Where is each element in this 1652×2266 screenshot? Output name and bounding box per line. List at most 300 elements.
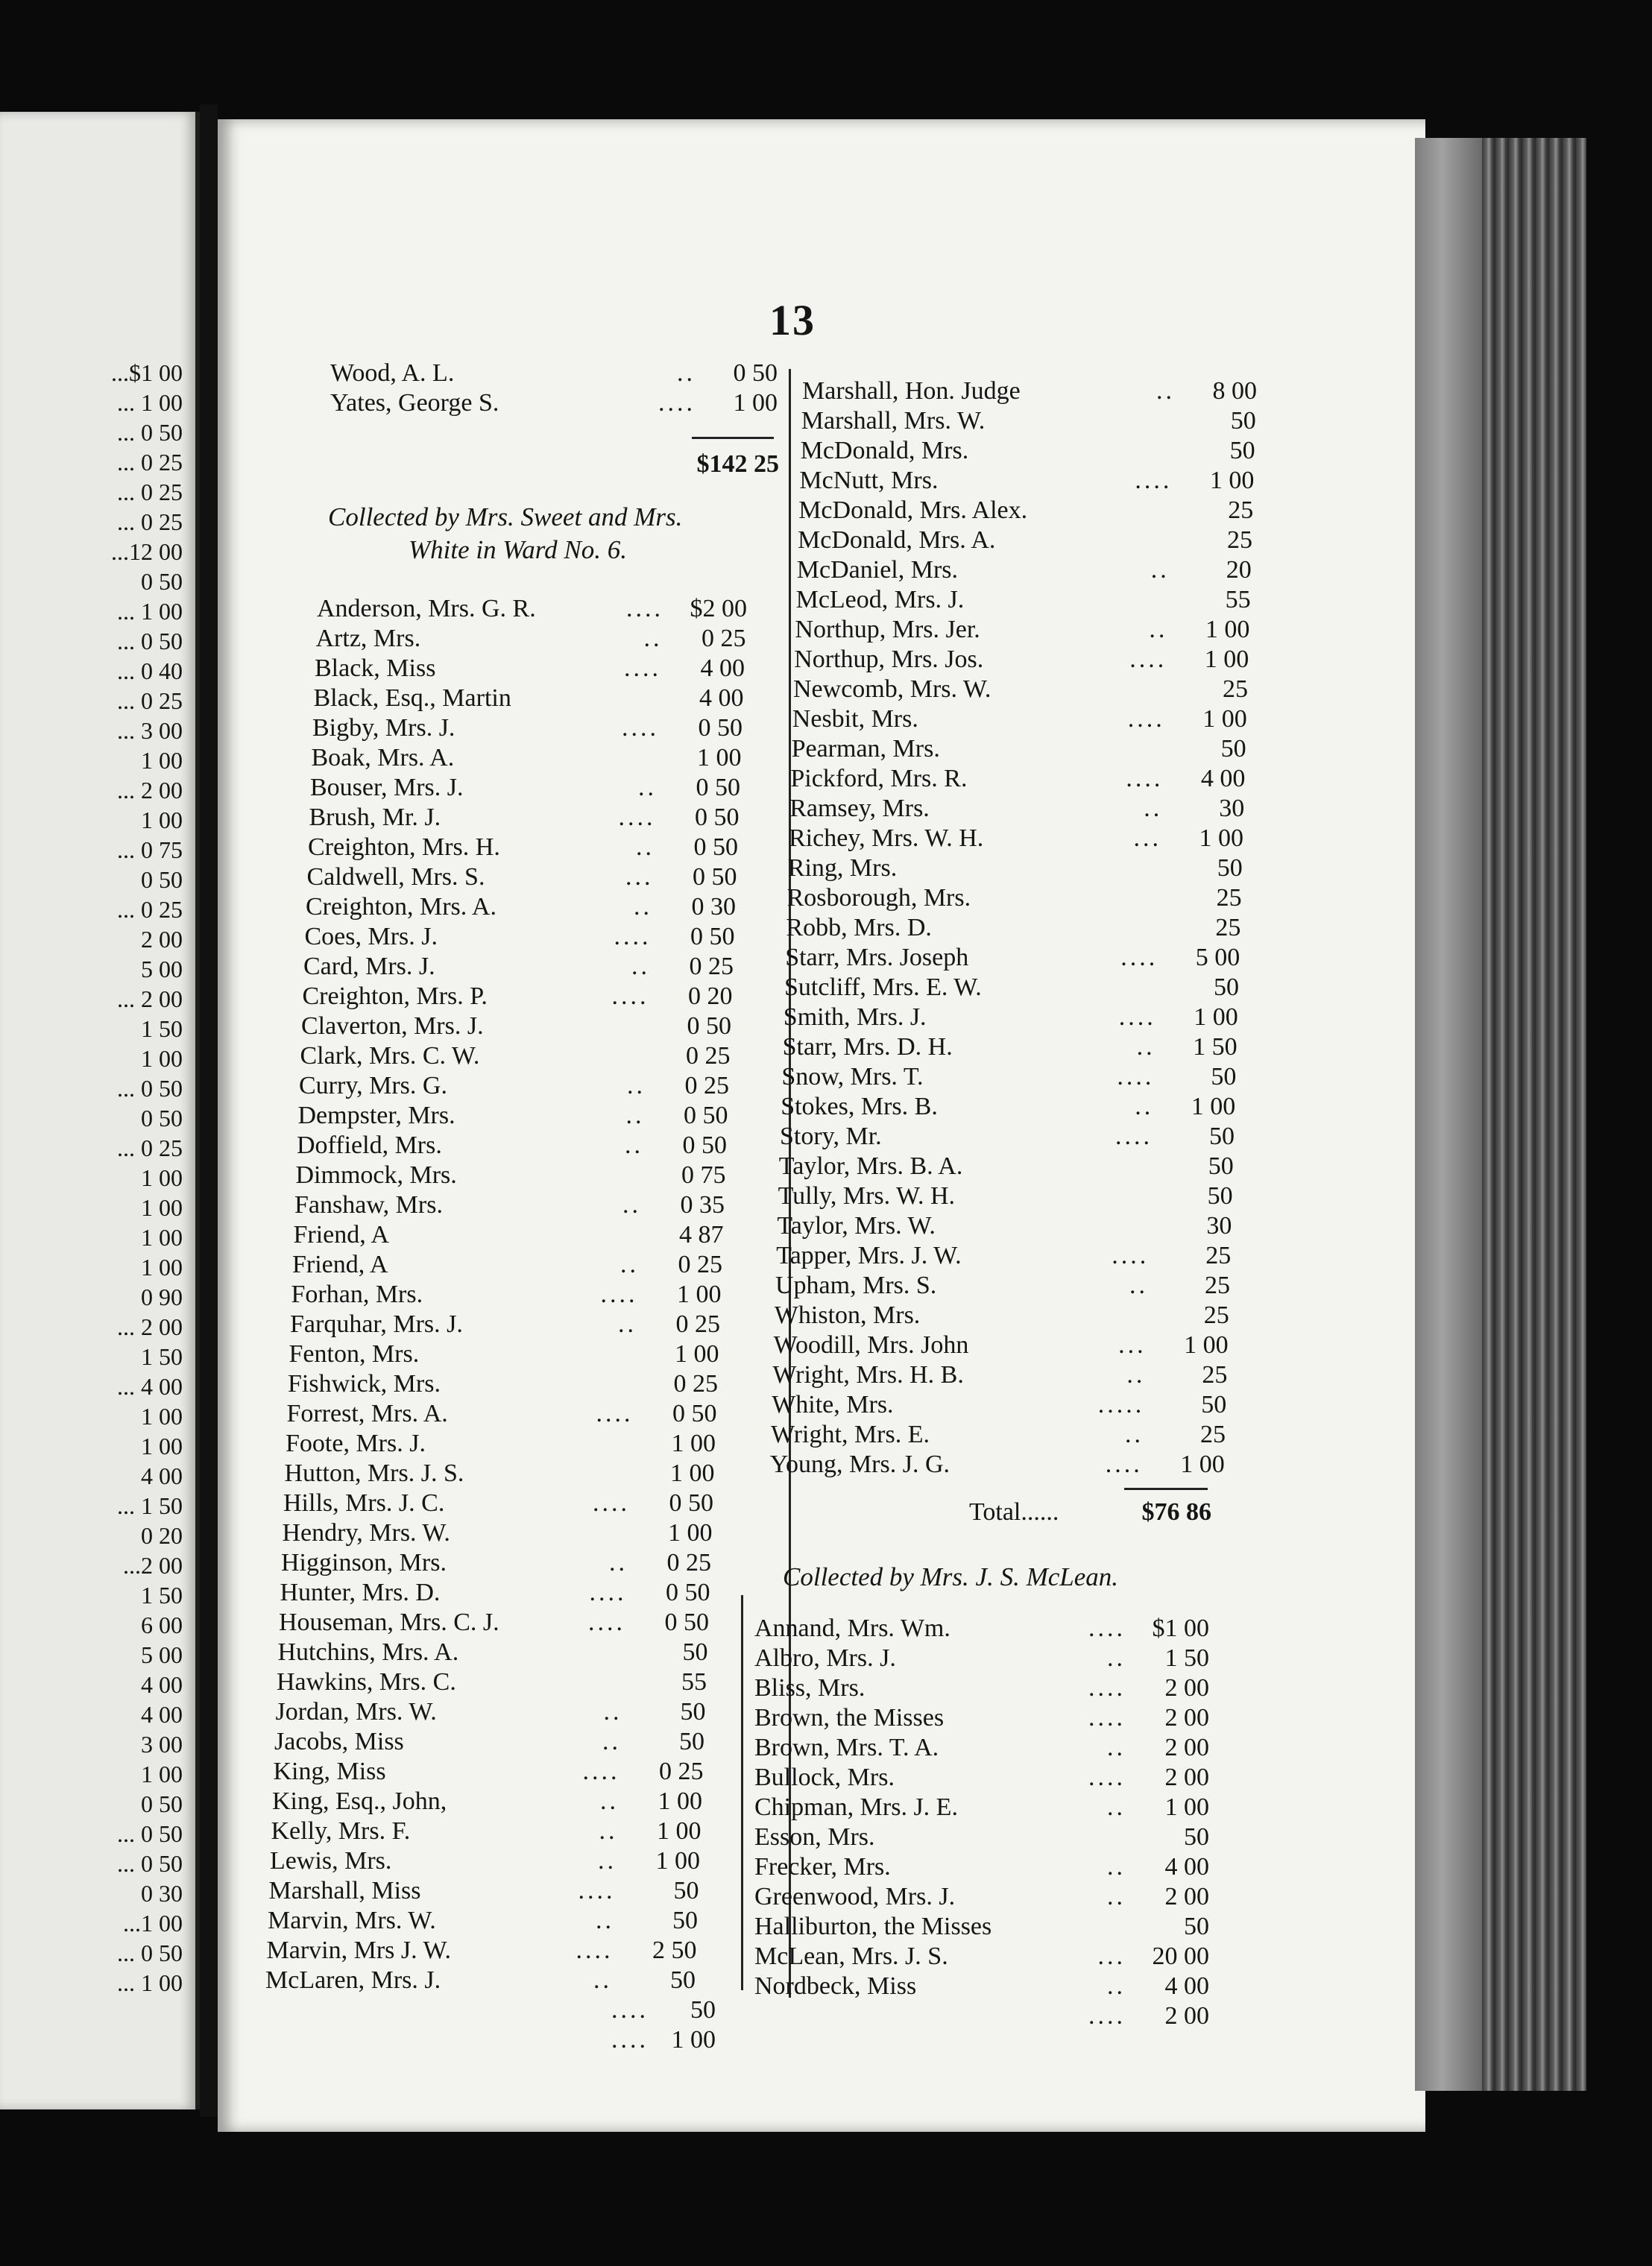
- ward6-entry: [315, 653, 745, 684]
- entry-name: Hutton, Mrs. J. S.: [284, 1459, 464, 1487]
- entry-amount: 20 00: [1152, 1942, 1209, 1970]
- entry-name: Foote, Mrs. J.: [286, 1430, 426, 1457]
- ward6-entry: [292, 1249, 722, 1281]
- ward6-entry: [788, 853, 1243, 884]
- ward6-entry: [522, 2024, 716, 2056]
- entry-name: Robb, Mrs. D.: [786, 914, 932, 941]
- entry-name: Snow, Mrs. T.: [781, 1063, 924, 1091]
- ward6-entry: [276, 1697, 706, 1728]
- entry-name: McLeod, Mrs. J.: [795, 586, 965, 613]
- entry-name: Bullock, Mrs.: [754, 1764, 895, 1791]
- left-page-amount: 5 00: [141, 956, 183, 982]
- leader-dots: ..: [620, 1251, 639, 1278]
- entry-amount: 1 00: [671, 2026, 716, 2054]
- entry-amount: 1 00: [677, 1281, 722, 1308]
- entry-amount: 0 50: [690, 923, 735, 950]
- entry-amount: 4 00: [699, 684, 744, 712]
- ward6-entry: [314, 683, 744, 714]
- entry-amount: 4 87: [679, 1221, 724, 1249]
- entry-name: Hawkins, Mrs. C.: [277, 1668, 456, 1696]
- subtotal-rule: [692, 437, 774, 439]
- leader-dots: ..: [638, 774, 657, 801]
- leader-dots: ....: [1118, 1003, 1156, 1031]
- leader-dots: ....: [1112, 1242, 1150, 1269]
- entry-name: Dimmock, Mrs.: [295, 1161, 457, 1189]
- left-page-amount: 1 00: [141, 1403, 183, 1430]
- entry-amount: 1 00: [655, 1847, 700, 1875]
- entry-name: Higginson, Mrs.: [281, 1549, 447, 1577]
- mclean-entry: [754, 1941, 1209, 1972]
- left-page-amount: ... 2 00: [117, 1313, 183, 1340]
- entry-name: Wright, Mrs. H. B.: [772, 1361, 964, 1389]
- leader-dots: ..: [598, 1847, 617, 1875]
- entry-name: Greenwood, Mrs. J.: [754, 1883, 956, 1910]
- entry-name: Nordbeck, Miss: [754, 1972, 917, 2000]
- left-page-amount: ... 4 00: [117, 1373, 183, 1400]
- entry-name: Fenton, Mrs.: [289, 1340, 420, 1368]
- ward6-entry: [268, 1905, 698, 1937]
- entry-name: McNutt, Mrs.: [799, 467, 939, 494]
- leader-dots: ..: [602, 1728, 621, 1755]
- ward6-entry: [330, 358, 778, 389]
- ward6-entry: [776, 1240, 1231, 1272]
- entry-amount: 0 20: [688, 982, 733, 1010]
- entry-name: Caldwell, Mrs. S.: [306, 863, 485, 891]
- leader-dots: ....: [600, 1281, 638, 1308]
- entry-amount: 25: [1223, 675, 1248, 703]
- entry-amount: 1 00: [733, 389, 778, 417]
- entry-amount: 25: [1200, 1421, 1226, 1448]
- ward6-entry: [770, 1449, 1225, 1480]
- ward6-entry: [775, 1300, 1229, 1331]
- leader-dots: .....: [1097, 1391, 1145, 1418]
- entry-amount: 0 25: [702, 625, 746, 652]
- leader-dots: ..: [1107, 1883, 1126, 1910]
- leader-dots: ....: [624, 654, 661, 682]
- entry-name: Yates, George S.: [330, 389, 499, 417]
- left-page-amount: ... 0 25: [117, 508, 183, 535]
- mclean-entry: [754, 1971, 1209, 2002]
- left-page-amount: ... 0 25: [117, 449, 183, 476]
- leader-dots: ..: [603, 1698, 622, 1726]
- entry-amount: 2 00: [1164, 2002, 1209, 2030]
- entry-name: Northup, Mrs. Jos.: [794, 646, 984, 673]
- entry-name: Stokes, Mrs. B.: [781, 1093, 938, 1120]
- leader-dots: ..: [622, 1191, 641, 1219]
- entry-amount: 50: [1230, 407, 1256, 435]
- mclean-heading: Collected by Mrs. J. S. McLean.: [783, 1562, 1119, 1591]
- entry-name: Doffield, Mrs.: [297, 1132, 442, 1159]
- entry-amount: 1 00: [1209, 467, 1255, 494]
- entry-amount: 30: [1219, 795, 1245, 822]
- ward6-entry: [281, 1547, 711, 1579]
- entry-name: Story, Mr.: [780, 1123, 882, 1150]
- page-number: 13: [769, 296, 816, 344]
- leader-dots: ..: [618, 1310, 637, 1338]
- ward6-entry: [303, 981, 733, 1012]
- ward6-entry: [789, 793, 1244, 824]
- ward6-entry: [270, 1846, 700, 1877]
- mclean-entry: [754, 1792, 1209, 1823]
- entry-name: Black, Esq., Martin: [313, 684, 511, 712]
- left-page-amount: 0 20: [141, 1522, 183, 1549]
- entry-amount: 25: [1227, 526, 1252, 554]
- entry-amount: 4 00: [700, 654, 745, 682]
- entry-name: McLean, Mrs. J. S.: [754, 1942, 948, 1970]
- ward6-entry: [289, 1339, 719, 1370]
- ward6-entry: [798, 525, 1252, 556]
- left-page-amount: 0 90: [141, 1284, 183, 1310]
- entry-amount: 0 50: [664, 1609, 709, 1636]
- ward6-entry: [267, 1935, 697, 1966]
- ward6-entry: [291, 1279, 722, 1310]
- entry-amount: 0 50: [672, 1400, 717, 1427]
- entry-name: Ring, Mrs.: [787, 854, 898, 882]
- entry-name: Anderson, Mrs. G. R.: [317, 595, 536, 622]
- entry-amount: 0 50: [733, 359, 778, 387]
- entry-amount: 50: [1208, 1152, 1234, 1180]
- entry-amount: 0 25: [666, 1549, 711, 1577]
- ward6-entry: [310, 772, 740, 804]
- entry-amount: 1 00: [668, 1519, 713, 1547]
- leader-dots: ...: [1097, 1942, 1126, 1970]
- entry-name: Marshall, Mrs. W.: [801, 407, 986, 435]
- left-page-amount: ... 1 00: [117, 1969, 183, 1996]
- entry-name: Bouser, Mrs. J.: [310, 774, 464, 801]
- entry-name: Dempster, Mrs.: [297, 1102, 455, 1129]
- leader-dots: ....: [622, 714, 659, 742]
- entry-name: Farquhar, Mrs. J.: [290, 1310, 463, 1338]
- ward6-entry: [790, 763, 1245, 795]
- leader-dots: ....: [588, 1609, 625, 1636]
- ward6-entry: [283, 1518, 713, 1549]
- ward6-entry: [306, 891, 736, 923]
- entry-name: Friend, A: [293, 1221, 389, 1249]
- entry-amount: 1 00: [1202, 705, 1247, 733]
- mclean-entry: [754, 1762, 1209, 1793]
- leader-dots: ..: [593, 1966, 612, 1994]
- entry-amount: 1 00: [1204, 646, 1249, 673]
- entry-amount: 50: [680, 1698, 706, 1726]
- entry-name: Annand, Mrs. Wm.: [754, 1615, 950, 1642]
- entry-name: Whiston, Mrs.: [774, 1301, 921, 1329]
- entry-amount: 8 00: [1212, 377, 1257, 405]
- entry-name: Albro, Mrs. J.: [754, 1644, 896, 1672]
- ward6-entry: [269, 1875, 699, 1907]
- entry-name: Ramsey, Mrs.: [789, 795, 930, 822]
- ward6-subtotal: $142 25: [696, 450, 779, 478]
- book-gutter: [200, 104, 218, 2117]
- leader-dots: ....: [658, 389, 696, 417]
- entry-amount: 50: [673, 1877, 699, 1904]
- ward6-entry: [787, 883, 1242, 914]
- left-page-amount: 1 00: [141, 1224, 183, 1251]
- leader-dots: ..: [1150, 556, 1170, 584]
- entry-amount: 55: [681, 1668, 707, 1696]
- entry-amount: 2 50: [652, 1937, 697, 1964]
- entry-amount: 1 00: [1205, 616, 1250, 643]
- mclean-entry: [754, 1852, 1209, 1883]
- entry-amount: 25: [1203, 1301, 1229, 1329]
- entry-amount: 0 50: [666, 1579, 710, 1606]
- entry-name: Friend, A: [292, 1251, 388, 1278]
- leader-dots: ....: [611, 2026, 649, 2054]
- entry-name: Taylor, Mrs. B. A.: [778, 1152, 963, 1180]
- left-page-amount: 1 00: [141, 1194, 183, 1221]
- entry-name: Artz, Mrs.: [315, 625, 421, 652]
- ward6-entry: [802, 376, 1257, 407]
- entry-amount: 50: [1184, 1913, 1209, 1940]
- ward6-entry: [317, 593, 747, 625]
- entry-amount: 2 00: [1164, 1704, 1209, 1732]
- left-page-amount: 3 00: [141, 1731, 183, 1758]
- ward6-entry: [303, 951, 734, 982]
- leader-dots: ..: [627, 1072, 646, 1099]
- leader-dots: ..: [1144, 795, 1163, 822]
- leader-dots: ..: [631, 953, 650, 980]
- leader-dots: ..: [609, 1549, 628, 1577]
- entry-amount: 1 00: [1180, 1451, 1225, 1478]
- left-page: [0, 112, 200, 2109]
- leader-dots: ....: [582, 1758, 620, 1785]
- leader-dots: ..: [1135, 1093, 1154, 1120]
- entry-name: Marshall, Hon. Judge: [802, 377, 1021, 405]
- left-page-amount: ... 0 50: [117, 1940, 183, 1966]
- entry-name: Forhan, Mrs.: [291, 1281, 423, 1308]
- entry-amount: 20: [1226, 556, 1252, 584]
- leader-dots: ..: [1107, 1793, 1126, 1821]
- entry-amount: 4 00: [1200, 765, 1246, 792]
- entry-name: Clark, Mrs. C. W.: [300, 1042, 480, 1070]
- leader-dots: ....: [614, 923, 652, 950]
- entry-name: Hendry, Mrs. W.: [282, 1519, 450, 1547]
- entry-amount: 1 00: [1194, 1003, 1238, 1031]
- entry-amount: 0 50: [682, 1132, 727, 1159]
- leader-dots: ..: [599, 1817, 618, 1845]
- page-edges-highlight: [1415, 138, 1482, 2091]
- ward6-entry: [316, 623, 746, 654]
- entry-amount: 0 50: [669, 1489, 713, 1517]
- mclean-entry: [754, 1732, 1209, 1764]
- leader-dots: ..: [1129, 1272, 1148, 1299]
- left-page-amount: ... 0 50: [117, 628, 183, 654]
- entry-amount: 1 00: [697, 744, 742, 771]
- ward6-entry: [801, 435, 1255, 467]
- left-page-amount: ... 0 40: [117, 657, 183, 684]
- leader-dots: ...: [1118, 1331, 1147, 1359]
- left-page-amount: 1 00: [141, 1045, 183, 1072]
- entry-name: Kelly, Mrs. F.: [271, 1817, 411, 1845]
- entry-amount: 50: [682, 1638, 708, 1666]
- leader-dots: ....: [589, 1579, 627, 1606]
- ward6-entry: [274, 1756, 704, 1787]
- leader-dots: ....: [1088, 1615, 1126, 1642]
- ward6-heading-line2: White in Ward No. 6.: [409, 535, 627, 564]
- ward6-entry: [298, 1100, 728, 1132]
- left-page-amount: ... 3 00: [117, 717, 183, 744]
- entry-name: Sutcliff, Mrs. E. W.: [784, 973, 982, 1001]
- ward6-entry: [287, 1398, 717, 1430]
- entry-amount: 50: [1211, 1063, 1237, 1091]
- entry-name: Smith, Mrs. J.: [783, 1003, 927, 1031]
- ward6-entry: [288, 1369, 718, 1400]
- entry-amount: 50: [1207, 1182, 1233, 1210]
- entry-amount: 25: [1215, 914, 1241, 941]
- leader-dots: ....: [1105, 1451, 1143, 1478]
- entry-name: Forrest, Mrs. A.: [286, 1400, 448, 1427]
- entry-amount: 0 25: [684, 1072, 729, 1099]
- entry-name: Jordan, Mrs. W.: [275, 1698, 437, 1726]
- ward6-entry: [279, 1607, 709, 1638]
- left-page-amount: ... 0 25: [117, 1134, 183, 1161]
- entry-name: McDaniel, Mrs.: [796, 556, 959, 584]
- ward6-entry: [797, 555, 1252, 586]
- leader-dots: ...: [625, 863, 654, 891]
- entry-name: McLaren, Mrs. J.: [265, 1966, 441, 1994]
- ward6-entry: [265, 1965, 696, 1996]
- ward6-entry: [786, 912, 1240, 944]
- entry-name: Young, Mrs. J. G.: [769, 1451, 950, 1478]
- ward6-entry: [305, 921, 735, 953]
- leader-dots: ..: [1156, 377, 1175, 405]
- leader-dots: ....: [1088, 1764, 1126, 1791]
- left-page-amount: 1 00: [141, 747, 183, 774]
- entry-name: Lewis, Mrs.: [270, 1847, 392, 1875]
- leader-dots: ....: [626, 595, 663, 622]
- ward6-entry: [777, 1211, 1232, 1242]
- entry-name: White, Mrs.: [772, 1391, 894, 1418]
- entry-amount: 2 00: [1164, 1674, 1209, 1702]
- leader-dots: ..: [677, 359, 696, 387]
- column-rule-lower: [741, 1595, 743, 1990]
- left-page-amount: 1 50: [141, 1582, 183, 1609]
- left-page-amount: ... 0 25: [117, 896, 183, 923]
- ward6-entry: [309, 802, 740, 833]
- leader-dots: ....: [1135, 467, 1173, 494]
- ward6-entry: [307, 862, 737, 893]
- left-page-amount: ...12 00: [111, 538, 183, 565]
- ward6-entry: [801, 405, 1256, 437]
- left-page-amount: 2 00: [141, 926, 183, 953]
- entry-amount: 0 50: [693, 863, 737, 891]
- entry-amount: 0 25: [659, 1758, 704, 1785]
- leader-dots: ..: [1149, 616, 1168, 643]
- entry-name: Creighton, Mrs. P.: [302, 982, 488, 1010]
- entry-name: Brush, Mr. J.: [309, 804, 441, 831]
- left-page-amount: ... 1 50: [117, 1492, 183, 1519]
- entry-amount: 2 00: [1164, 1764, 1209, 1791]
- left-page-amount: 4 00: [141, 1701, 183, 1728]
- entry-name: Claverton, Mrs. J.: [301, 1012, 484, 1040]
- ward6-entry: [280, 1577, 710, 1609]
- entry-amount: 1 00: [675, 1340, 719, 1368]
- left-page-amount: ... 2 00: [117, 985, 183, 1012]
- leader-dots: ..: [1126, 1361, 1146, 1389]
- entry-amount: $1 00: [1152, 1615, 1209, 1642]
- mclean-entry: [754, 1881, 1209, 1913]
- entry-name: Brown, Mrs. T. A.: [754, 1734, 939, 1761]
- entry-amount: 0 50: [684, 1102, 728, 1129]
- entry-name: Rosborough, Mrs.: [786, 884, 971, 912]
- ward6-entry: [290, 1309, 720, 1340]
- entry-amount: 25: [1205, 1242, 1232, 1269]
- leader-dots: ..: [1136, 1033, 1156, 1061]
- mclean-entry: [754, 1911, 1209, 1942]
- entry-amount: 0 75: [681, 1161, 726, 1189]
- entry-amount: 50: [670, 1966, 696, 1994]
- left-page-amount: 0 50: [141, 568, 183, 595]
- ward6-entry: [784, 1002, 1238, 1033]
- ward6-entry: [283, 1488, 713, 1519]
- ward6-entry: [794, 644, 1249, 675]
- ward6-entry: [308, 832, 738, 863]
- entry-amount: 1 00: [1199, 824, 1243, 852]
- entry-name: Starr, Mrs. Joseph: [785, 944, 969, 971]
- left-page-amount: ... 2 00: [117, 777, 183, 804]
- left-page-amount: ... 0 50: [117, 1850, 183, 1877]
- left-page-amount: 0 30: [141, 1880, 183, 1907]
- entry-amount: 4 00: [1164, 1972, 1209, 2000]
- ward6-entry: [286, 1428, 716, 1459]
- left-page-amount: 6 00: [141, 1612, 183, 1638]
- ward6-entry: [784, 972, 1239, 1003]
- left-page-amount: 1 00: [141, 1761, 183, 1787]
- ward6-entry: [296, 1160, 726, 1191]
- entry-name: Creighton, Mrs. H.: [308, 833, 500, 861]
- ward6-entry: [330, 388, 778, 419]
- entry-name: Woodill, Mrs. John: [773, 1331, 969, 1359]
- entry-amount: 50: [1209, 1123, 1235, 1150]
- ward6-entry: [781, 1091, 1235, 1123]
- entry-name: Frecker, Mrs.: [754, 1853, 891, 1881]
- entry-name: Starr, Mrs. D. H.: [782, 1033, 953, 1061]
- entry-amount: 50: [672, 1907, 698, 1934]
- ward6-entry: [301, 1011, 731, 1042]
- ward6-entry: [522, 1995, 716, 2026]
- ward6-entry: [793, 674, 1248, 705]
- ward6-entry: [785, 942, 1240, 973]
- entry-amount: 0 25: [689, 953, 734, 980]
- ward6-entry: [775, 1270, 1230, 1301]
- ward6-entry: [779, 1151, 1234, 1182]
- ward6-entry: [798, 495, 1253, 526]
- entry-name: Marvin, Mrs. W.: [268, 1907, 436, 1934]
- ward6-entry: [781, 1061, 1236, 1093]
- entry-amount: 1 00: [1164, 1793, 1209, 1821]
- entry-amount: 0 50: [696, 774, 740, 801]
- entry-name: Hutchins, Mrs. A.: [277, 1638, 459, 1666]
- entry-name: Hunter, Mrs. D.: [280, 1579, 441, 1606]
- entry-name: Hills, Mrs. J. C.: [283, 1489, 445, 1517]
- leader-dots: ..: [625, 1102, 645, 1129]
- entry-amount: 0 25: [675, 1310, 720, 1338]
- left-page-amount: 1 50: [141, 1015, 183, 1042]
- ward6-entry: [772, 1360, 1227, 1391]
- ward6-entry: [312, 713, 743, 744]
- leader-dots: ....: [1088, 2002, 1126, 2030]
- leader-dots: ..: [1107, 1972, 1126, 2000]
- entry-name: Wood, A. L.: [330, 359, 455, 387]
- leader-dots: ....: [611, 982, 649, 1010]
- left-page-amount: ...$1 00: [111, 359, 183, 386]
- entry-amount: 25: [1228, 496, 1254, 524]
- entry-name: McDonald, Mrs.: [800, 437, 969, 464]
- ward6-entry: [312, 742, 742, 774]
- entry-name: Fanshaw, Mrs.: [294, 1191, 443, 1219]
- left-page-amount: 1 00: [141, 1164, 183, 1191]
- entry-name: Newcomb, Mrs. W.: [793, 675, 991, 703]
- entry-name: Wright, Mrs. E.: [771, 1421, 930, 1448]
